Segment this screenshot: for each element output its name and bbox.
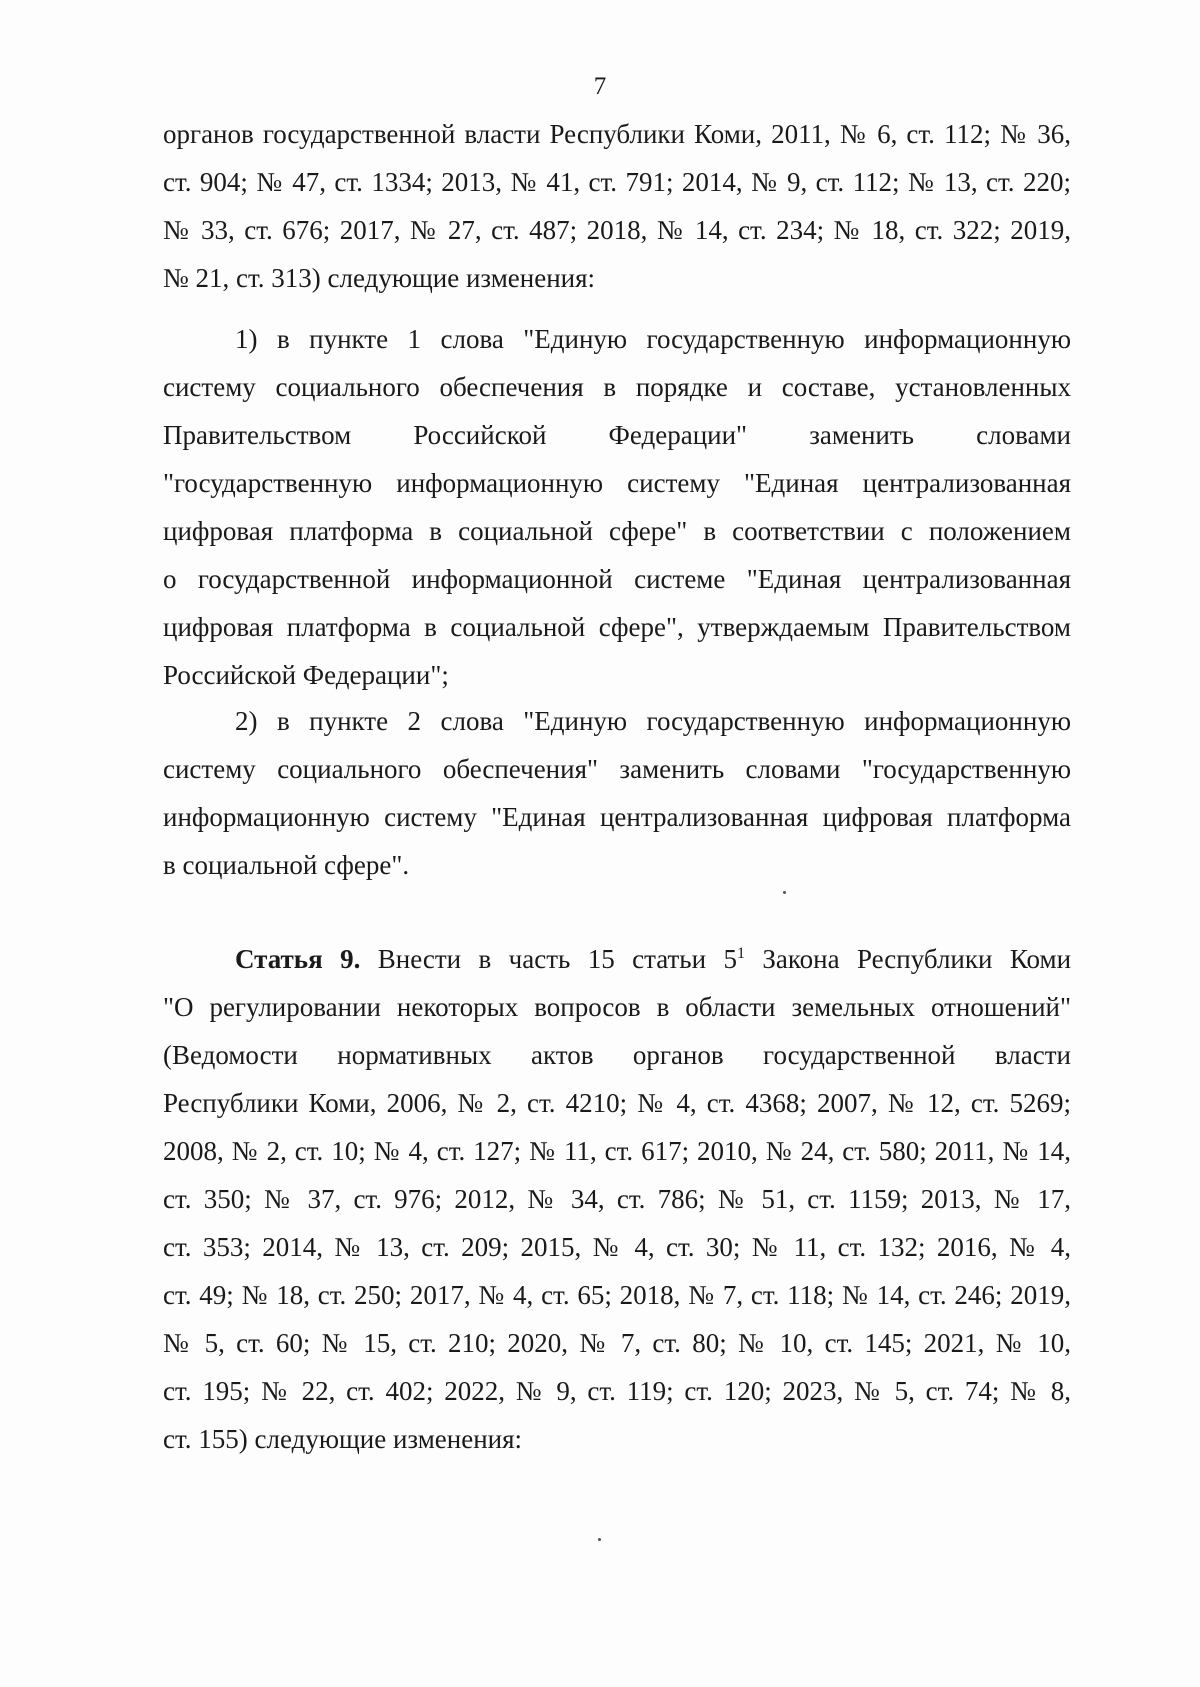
item-2-line: систему социального обеспечения" заменить словами "государственную: [163, 754, 1071, 784]
article-9-paragraph: [163, 935, 1071, 1463]
item-1-line: систему социального обеспечения в порядке и составе, установленных: [163, 372, 1071, 402]
article-9-line: ст. 155) следующие изменения:: [163, 1424, 523, 1454]
item-1-line: цифровая платформа в социальной сфере" в соответствии с положением: [163, 516, 1071, 546]
item-2-line: информационную систему "Единая централизованная цифровая платформа: [163, 802, 1071, 832]
intro-line: органов государственной власти Республики Коми, 2011, № 6, ст. 112; № 36,: [163, 119, 1071, 149]
item-1-line: цифровая платформа в социальной сфере", утверждаемым Правительством: [163, 612, 1071, 642]
article-9-label: Статья 9.: [235, 944, 361, 974]
intro-line: № 33, ст. 676; 2017, № 27, ст. 487; 2018, № 14, ст. 234; № 18, ст. 322; 2019,: [163, 215, 1071, 245]
article-9-intro-text-cont: Закона Республики Коми: [762, 944, 1072, 974]
item-2-line: 2) в пункте 2 слова "Единую государственную информационную: [235, 706, 1071, 736]
item-1-line: 1) в пункте 1 слова "Единую государственную информационную: [235, 324, 1071, 354]
intro-paragraph: [163, 110, 1071, 302]
scan-speck: [598, 1538, 601, 1541]
article-9-line: Республики Коми, 2006, № 2, ст. 4210; № 4, ст. 4368; 2007, № 12, ст. 5269;: [163, 1088, 1071, 1118]
intro-line: № 21, ст. 313) следующие изменения:: [163, 263, 596, 293]
article-9-line: ст. 195; № 22, ст. 402; 2022, № 9, ст. 119; ст. 120; 2023, № 5, ст. 74; № 8,: [163, 1376, 1071, 1406]
article-9-line: ст. 350; № 37, ст. 976; 2012, № 34, ст. 786; № 51, ст. 1159; 2013, № 17,: [163, 1184, 1071, 1214]
item-1-line: о государственной информационной системе "Единая централизованная: [163, 564, 1071, 594]
item-1-paragraph: [163, 315, 1071, 699]
item-2-paragraph: [163, 697, 1071, 889]
article-9-line: "О регулировании некоторых вопросов в области земельных отношений": [163, 992, 1071, 1022]
article-9-intro-text: Внести в часть 15 статьи 5: [377, 944, 737, 974]
article-9-first-line: [163, 935, 1071, 983]
article-9-line: ст. 353; 2014, № 13, ст. 209; 2015, № 4, ст. 30; № 11, ст. 132; 2016, № 4,: [163, 1232, 1071, 1262]
page-number: 7: [593, 73, 607, 100]
item-1-line: "государственную информационную систему "Единая централизованная: [163, 468, 1071, 498]
scan-speck: [783, 891, 786, 894]
article-9-line: № 5, ст. 60; № 15, ст. 210; 2020, № 7, ст. 80; № 10, ст. 145; 2021, № 10,: [163, 1328, 1071, 1358]
item-1-line: Российской Федерации";: [163, 660, 449, 690]
article-9-line: 2008, № 2, ст. 10; № 4, ст. 127; № 11, ст. 617; 2010, № 24, ст. 580; 2011, № 14,: [163, 1136, 1071, 1166]
article-9-line: (Ведомости нормативных актов органов государственной власти: [163, 1040, 1071, 1070]
item-2-line: в социальной сфере".: [163, 850, 410, 880]
article-9-line: ст. 49; № 18, ст. 250; 2017, № 4, ст. 65; 2018, № 7, ст. 118; № 14, ст. 246; 2019,: [163, 1280, 1071, 1310]
article-9-superscript: 1: [736, 945, 745, 962]
intro-line: ст. 904; № 47, ст. 1334; 2013, № 41, ст. 791; 2014, № 9, ст. 112; № 13, ст. 220;: [163, 167, 1071, 197]
item-1-line: Правительством Российской Федерации" заменить словами: [163, 420, 1071, 450]
